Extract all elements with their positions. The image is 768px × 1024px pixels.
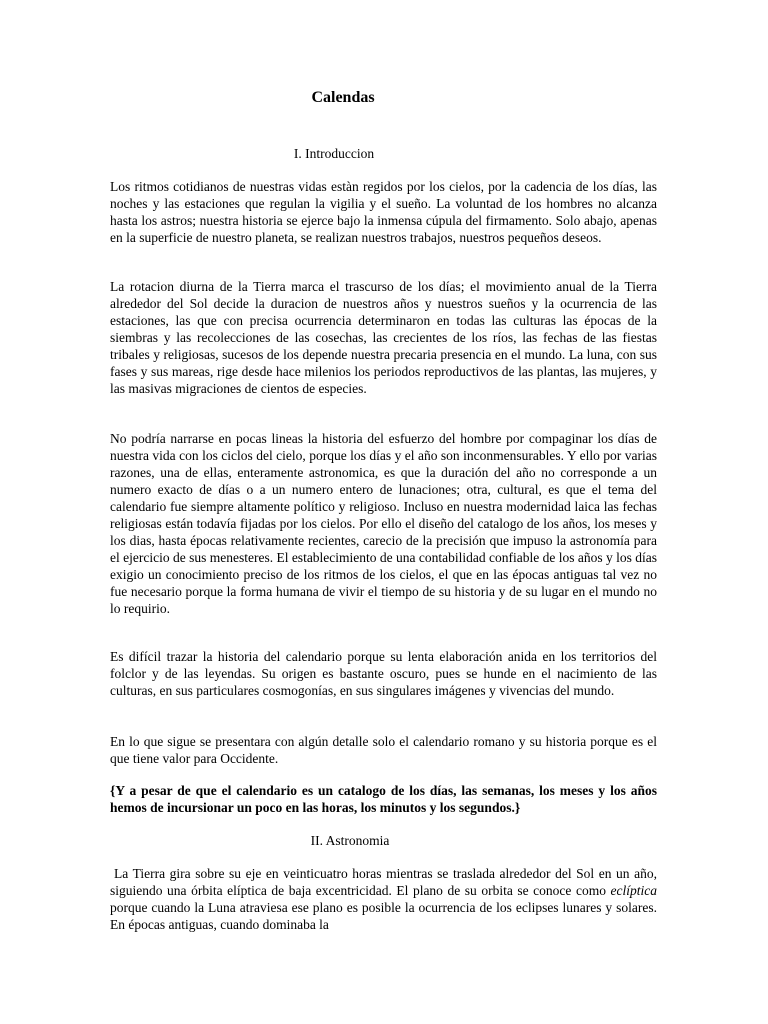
paragraph-2: La rotacion diurna de la Tierra marca el trascurso de los días; el movimiento anual de la Tierra alrededor del Sol decide la duracion de nuestros años y nuestros sueños y la ocurrencia de las estaciones, las que con precisa ocurrencia determinaron en todas las culturas las épocas de la siembras y las recolecciones de las cosechas, las crecientes de los ríos, las fechas de las fiestas tribales y religiosas, sucesos de los depende nuestra precaria presencia en el mundo. La luna, con sus fases y sus mareas, rige desde hace milenios los periodos reproductivos de las plantas, las mujeres, y las masivas migraciones de cientos de especies. (110, 279, 657, 396)
paragraph-1: Los ritmos cotidianos de nuestras vidas estàn regidos por los cielos, por la cadencia de los días, las noches y las estaciones que regulan la vigilia y el sueño. La voluntad de los hombres no alcanza hasta los astros; nuestra historia se ejerce bajo la inmensa cúpula del firmamento. Solo abajo, apenas en la superficie de nuestro planeta, se realizan nuestros trabajos, nuestros pequeños deseos. (110, 179, 657, 245)
section-heading-astronomia: II. Astronomia (310, 833, 390, 848)
paragraph-5: En lo que sigue se presentara con algún detalle solo el calendario romano y su historia porque es el que tiene valor para Occidente. (110, 734, 657, 766)
section-heading-introduccion: I. Introduccion (293, 146, 375, 161)
bold-note-paragraph: {Y a pesar de que el calendario es un catalogo de los días, las semanas, los meses y los años hemos de incursionar un poco en las horas, los minutos y los segundos.} (110, 783, 657, 815)
paragraph-astronomia (110, 865, 657, 933)
astro-text-before: La Tierra gira sobre su eje en veinticuatro horas mientras se traslada alrededor del Sol en un año, siguiendo una órbita elíptica de baja excentricidad. El plano de su orbita se conoce como (110, 866, 657, 898)
paragraph-4: Es difícil trazar la historia del calendario porque su lenta elaboración anida en los territorios del folclor y de las leyendas. Su origen es bastante oscuro, pues se hunde en el nacimiento de las culturas, en sus particulares cosmogonías, en sus singulares imágenes y vivencias del mundo. (110, 649, 657, 698)
paragraph-3: No podría narrarse en pocas lineas la historia del esfuerzo del hombre por compaginar los días de nuestra vida con los ciclos del cielo, porque los días y el año son inconmensurables. Y ello por varias razones, una de ellas, enteramente astronomica, es que la duración del año no corresponde a un numero exacto de días o a un numero entero de lunaciones; otra, cultural, es que el tema del calendario fue siempre altamente político y religioso. Incluso en nuestra modernidad laica las fechas religiosas están todavía fijadas por los cielos. Por ello el diseño del catalogo de los años, los meses y los dias, hasta épocas relativamente recientes, carecio de la precisión que impuso la astronomía para el ejercicio de sus menesteres. El establecimiento de una contabilidad confiable de los años y los días exigio un conocimiento preciso de los ritmos de los cielos, el que en las épocas antiguas tal vez no fue necesario porque la forma humana de vivir el tiempo de su historia y de su lugar en el mundo no lo requirio. (110, 431, 657, 616)
document-title: Calendas (311, 89, 375, 106)
astro-text-after: porque cuando la Luna atraviesa ese plano es posible la ocurrencia de los eclipses lunares y solares. En épocas antiguas, cuando dominaba la (110, 900, 657, 932)
ecliptica-emphasis: eclíptica (610, 883, 657, 898)
